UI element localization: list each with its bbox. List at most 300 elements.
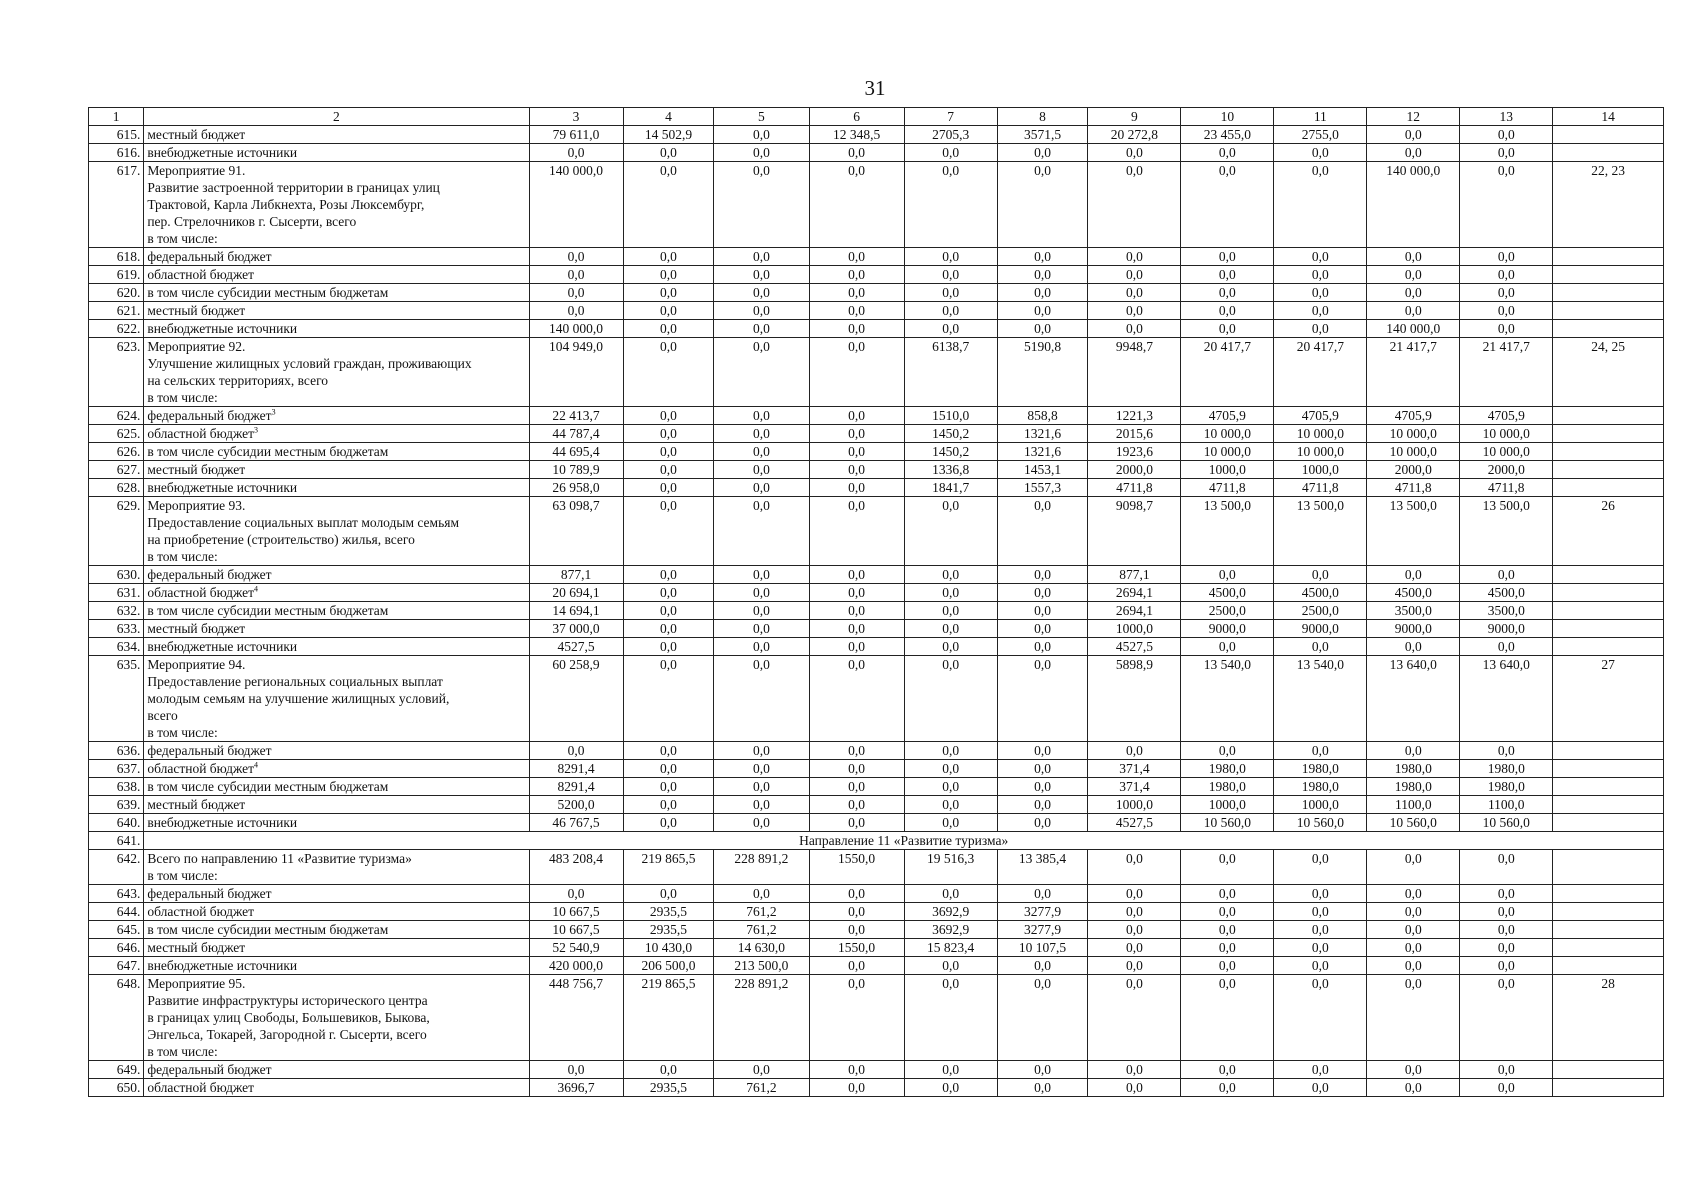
value-cell: 10 000,0	[1181, 425, 1274, 443]
value-cell: 10 107,5	[997, 939, 1088, 957]
description-line	[147, 992, 525, 1009]
value-cell: 1336,8	[904, 461, 997, 479]
value-cell: 13 500,0	[1181, 497, 1274, 566]
description-text: федеральный бюджет	[147, 743, 272, 758]
value-cell: 0,0	[623, 742, 714, 760]
value-cell: 0,0	[997, 885, 1088, 903]
table-row	[89, 144, 1664, 162]
table-row	[89, 461, 1664, 479]
value-cell: 0,0	[997, 162, 1088, 248]
value-cell: 0,0	[904, 566, 997, 584]
table-row	[89, 1079, 1664, 1097]
value-cell: 0,0	[714, 742, 809, 760]
description-line	[147, 1026, 525, 1043]
value-cell: 0,0	[809, 957, 904, 975]
row-description	[144, 162, 529, 248]
value-cell: 3696,7	[529, 1079, 623, 1097]
value-cell: 4500,0	[1460, 584, 1553, 602]
value-cell: 0,0	[1181, 284, 1274, 302]
value-cell: 0,0	[1274, 850, 1367, 885]
column-header: 13	[1460, 108, 1553, 126]
column-header-row	[89, 108, 1664, 126]
value-cell: 1100,0	[1367, 796, 1460, 814]
value-cell: 0,0	[714, 443, 809, 461]
value-cell: 0,0	[809, 620, 904, 638]
value-cell: 14 630,0	[714, 939, 809, 957]
value-cell: 2015,6	[1088, 425, 1181, 443]
value-cell: 0,0	[1181, 975, 1274, 1061]
value-cell: 1980,0	[1181, 778, 1274, 796]
table-row	[89, 921, 1664, 939]
value-cell: 0,0	[623, 162, 714, 248]
value-cell: 0,0	[997, 284, 1088, 302]
table-row	[89, 248, 1664, 266]
value-cell: 4527,5	[1088, 814, 1181, 832]
description-line	[147, 638, 525, 655]
value-cell: 0,0	[714, 320, 809, 338]
value-cell: 0,0	[1367, 921, 1460, 939]
description-line	[147, 1061, 525, 1078]
value-cell: 0,0	[623, 302, 714, 320]
value-cell: 0,0	[809, 1061, 904, 1079]
value-cell: 0,0	[529, 885, 623, 903]
value-cell: 0,0	[714, 302, 809, 320]
table-row	[89, 850, 1664, 885]
description-line	[147, 284, 525, 301]
value-cell: 0,0	[1088, 939, 1181, 957]
value-cell: 371,4	[1088, 760, 1181, 778]
value-cell: 0,0	[809, 407, 904, 425]
value-cell: 0,0	[1460, 320, 1553, 338]
value-cell: 219 865,5	[623, 850, 714, 885]
value-cell: 2694,1	[1088, 584, 1181, 602]
value-cell: 4711,8	[1181, 479, 1274, 497]
value-cell: 140 000,0	[1367, 162, 1460, 248]
value-cell: 0,0	[623, 1061, 714, 1079]
value-cell: 0,0	[1274, 266, 1367, 284]
value-cell: 0,0	[1181, 266, 1274, 284]
value-cell: 0,0	[1088, 284, 1181, 302]
value-cell: 0,0	[1460, 144, 1553, 162]
description-line	[147, 690, 525, 707]
value-cell: 0,0	[1274, 885, 1367, 903]
value-cell: 1450,2	[904, 425, 997, 443]
value-cell: 2935,5	[623, 903, 714, 921]
value-cell: 0,0	[623, 425, 714, 443]
row-description	[144, 584, 529, 602]
value-cell: 10 000,0	[1460, 425, 1553, 443]
column-header: 4	[623, 108, 714, 126]
row-number: 650.	[89, 1079, 144, 1097]
value-cell: 4500,0	[1181, 584, 1274, 602]
description-line	[147, 939, 525, 956]
value-cell: 20 417,7	[1274, 338, 1367, 407]
value-cell: 0,0	[1367, 284, 1460, 302]
value-cell: 0,0	[1460, 885, 1553, 903]
value-cell: 0,0	[1088, 742, 1181, 760]
description-line	[147, 179, 525, 196]
table-row	[89, 407, 1664, 425]
description-text: внебюджетные источники	[147, 958, 298, 973]
description-text: на сельских территориях, всего	[147, 373, 329, 388]
value-cell: 0,0	[997, 814, 1088, 832]
value-cell: 9948,7	[1088, 338, 1181, 407]
value-cell: 44 787,4	[529, 425, 623, 443]
description-line	[147, 957, 525, 974]
value-cell: 1980,0	[1367, 778, 1460, 796]
description-line	[147, 903, 525, 920]
target-indicator-cell	[1553, 443, 1664, 461]
value-cell: 0,0	[623, 796, 714, 814]
value-cell: 0,0	[714, 162, 809, 248]
target-indicator-cell	[1553, 584, 1664, 602]
row-description	[144, 921, 529, 939]
value-cell: 4500,0	[1274, 584, 1367, 602]
value-cell: 0,0	[904, 778, 997, 796]
description-text: в том числе субсидии местным бюджетам	[147, 603, 389, 618]
value-cell: 6138,7	[904, 338, 997, 407]
row-description	[144, 126, 529, 144]
value-cell: 3277,9	[997, 903, 1088, 921]
row-description	[144, 778, 529, 796]
row-number: 640.	[89, 814, 144, 832]
value-cell: 2000,0	[1367, 461, 1460, 479]
row-number: 644.	[89, 903, 144, 921]
value-cell: 13 540,0	[1274, 656, 1367, 742]
row-number: 629.	[89, 497, 144, 566]
value-cell: 1321,6	[997, 425, 1088, 443]
value-cell: 0,0	[997, 975, 1088, 1061]
value-cell: 0,0	[1460, 126, 1553, 144]
value-cell: 0,0	[1367, 939, 1460, 957]
table-row	[89, 656, 1664, 742]
value-cell: 0,0	[904, 497, 997, 566]
value-cell: 0,0	[997, 1079, 1088, 1097]
description-text: областной бюджет	[147, 1080, 254, 1095]
row-description	[144, 144, 529, 162]
value-cell: 8291,4	[529, 760, 623, 778]
description-text: федеральный бюджет	[147, 567, 272, 582]
value-cell: 4711,8	[1274, 479, 1367, 497]
value-cell: 3692,9	[904, 921, 997, 939]
value-cell: 0,0	[623, 760, 714, 778]
value-cell: 858,8	[997, 407, 1088, 425]
description-line	[147, 1009, 525, 1026]
row-number: 621.	[89, 302, 144, 320]
row-description	[144, 742, 529, 760]
target-indicator-cell	[1553, 266, 1664, 284]
target-indicator-cell	[1553, 425, 1664, 443]
description-text: внебюджетные источники	[147, 321, 298, 336]
target-indicator-cell	[1553, 302, 1664, 320]
value-cell: 4711,8	[1367, 479, 1460, 497]
description-line	[147, 1043, 525, 1060]
value-cell: 0,0	[1181, 939, 1274, 957]
row-description	[144, 903, 529, 921]
table-body	[89, 126, 1664, 1097]
value-cell: 420 000,0	[529, 957, 623, 975]
value-cell: 1980,0	[1460, 760, 1553, 778]
value-cell: 0,0	[809, 338, 904, 407]
description-line	[147, 144, 525, 161]
table-row	[89, 162, 1664, 248]
value-cell: 0,0	[904, 302, 997, 320]
description-text: в том числе:	[147, 549, 218, 564]
value-cell: 0,0	[623, 407, 714, 425]
value-cell: 0,0	[997, 248, 1088, 266]
column-header: 2	[144, 108, 529, 126]
value-cell: 206 500,0	[623, 957, 714, 975]
value-cell: 140 000,0	[529, 162, 623, 248]
description-line	[147, 389, 525, 406]
value-cell: 0,0	[714, 479, 809, 497]
value-cell: 0,0	[809, 497, 904, 566]
description-text: Мероприятие 93.	[147, 498, 246, 513]
value-cell: 0,0	[997, 778, 1088, 796]
value-cell: 0,0	[714, 266, 809, 284]
value-cell: 0,0	[904, 742, 997, 760]
value-cell: 9098,7	[1088, 497, 1181, 566]
description-text: в том числе:	[147, 725, 218, 740]
value-cell: 0,0	[1460, 248, 1553, 266]
value-cell: 0,0	[997, 656, 1088, 742]
value-cell: 0,0	[714, 497, 809, 566]
value-cell: 0,0	[1367, 302, 1460, 320]
value-cell: 63 098,7	[529, 497, 623, 566]
target-indicator-cell: 28	[1553, 975, 1664, 1061]
value-cell: 0,0	[904, 656, 997, 742]
value-cell: 3500,0	[1367, 602, 1460, 620]
value-cell: 2935,5	[623, 921, 714, 939]
row-description	[144, 1079, 529, 1097]
value-cell: 3500,0	[1460, 602, 1553, 620]
value-cell: 0,0	[714, 778, 809, 796]
value-cell: 0,0	[1181, 162, 1274, 248]
target-indicator-cell: 22, 23	[1553, 162, 1664, 248]
value-cell: 1557,3	[997, 479, 1088, 497]
value-cell: 0,0	[904, 760, 997, 778]
value-cell: 9000,0	[1274, 620, 1367, 638]
table-row	[89, 796, 1664, 814]
value-cell: 213 500,0	[714, 957, 809, 975]
value-cell: 10 000,0	[1367, 425, 1460, 443]
column-header: 5	[714, 108, 809, 126]
value-cell: 228 891,2	[714, 850, 809, 885]
value-cell: 0,0	[1181, 638, 1274, 656]
row-number: 643.	[89, 885, 144, 903]
value-cell: 0,0	[1274, 284, 1367, 302]
value-cell: 2000,0	[1460, 461, 1553, 479]
footnote-marker: 3	[271, 407, 276, 417]
table-row	[89, 443, 1664, 461]
description-line	[147, 885, 525, 902]
description-text: в том числе:	[147, 231, 218, 246]
value-cell: 0,0	[1088, 248, 1181, 266]
value-cell: 19 516,3	[904, 850, 997, 885]
value-cell: 0,0	[714, 584, 809, 602]
value-cell: 0,0	[1460, 284, 1553, 302]
value-cell: 0,0	[1460, 266, 1553, 284]
description-text: Улучшение жилищных условий граждан, проживающих	[147, 356, 472, 371]
description-text: Развитие застроенной территории в границах улиц	[147, 180, 440, 195]
target-indicator-cell	[1553, 566, 1664, 584]
description-text: всего	[147, 708, 178, 723]
value-cell: 0,0	[1088, 921, 1181, 939]
row-number: 617.	[89, 162, 144, 248]
description-line	[147, 479, 525, 496]
description-line	[147, 778, 525, 795]
value-cell: 0,0	[1088, 957, 1181, 975]
value-cell: 46 767,5	[529, 814, 623, 832]
value-cell: 0,0	[904, 814, 997, 832]
value-cell: 0,0	[1274, 302, 1367, 320]
description-text: пер. Стрелочников г. Сысерти, всего	[147, 214, 357, 229]
value-cell: 483 208,4	[529, 850, 623, 885]
description-text: в том числе:	[147, 1044, 218, 1059]
value-cell: 0,0	[1088, 975, 1181, 1061]
value-cell: 0,0	[1367, 1061, 1460, 1079]
value-cell: 0,0	[809, 638, 904, 656]
row-description	[144, 497, 529, 566]
value-cell: 0,0	[809, 742, 904, 760]
description-text: Трактовой, Карла Либкнехта, Розы Люксембург,	[147, 197, 425, 212]
description-line	[147, 320, 525, 337]
table-row	[89, 320, 1664, 338]
target-indicator-cell	[1553, 1079, 1664, 1097]
column-header: 10	[1181, 108, 1274, 126]
description-text: Мероприятие 94.	[147, 657, 246, 672]
table-row	[89, 620, 1664, 638]
description-text: местный бюджет	[147, 127, 246, 142]
target-indicator-cell	[1553, 407, 1664, 425]
description-text: в границах улиц Свободы, Большевиков, Быкова,	[147, 1010, 430, 1025]
target-indicator-cell	[1553, 248, 1664, 266]
value-cell: 26 958,0	[529, 479, 623, 497]
row-description	[144, 338, 529, 407]
value-cell: 13 640,0	[1460, 656, 1553, 742]
table-row	[89, 584, 1664, 602]
description-line	[147, 302, 525, 319]
value-cell: 5190,8	[997, 338, 1088, 407]
page-number: 31	[864, 76, 886, 100]
description-line	[147, 355, 525, 372]
value-cell: 2500,0	[1274, 602, 1367, 620]
row-description	[144, 885, 529, 903]
value-cell: 104 949,0	[529, 338, 623, 407]
value-cell: 1453,1	[997, 461, 1088, 479]
description-text: федеральный бюджет	[147, 249, 272, 264]
value-cell: 0,0	[809, 1079, 904, 1097]
target-indicator-cell	[1553, 1061, 1664, 1079]
value-cell: 0,0	[1274, 1079, 1367, 1097]
table-row	[89, 479, 1664, 497]
value-cell: 448 756,7	[529, 975, 623, 1061]
table-row	[89, 975, 1664, 1061]
value-cell: 0,0	[623, 656, 714, 742]
target-indicator-cell	[1553, 602, 1664, 620]
row-number: 622.	[89, 320, 144, 338]
description-line	[147, 248, 525, 265]
value-cell: 10 789,9	[529, 461, 623, 479]
value-cell: 4705,9	[1460, 407, 1553, 425]
description-line	[147, 707, 525, 724]
table-row	[89, 1061, 1664, 1079]
description-text: Предоставление социальных выплат молодым семьям	[147, 515, 459, 530]
row-description	[144, 566, 529, 584]
value-cell: 1980,0	[1367, 760, 1460, 778]
row-number: 628.	[89, 479, 144, 497]
row-number: 646.	[89, 939, 144, 957]
value-cell: 0,0	[1367, 1079, 1460, 1097]
value-cell: 0,0	[529, 742, 623, 760]
target-indicator-cell	[1553, 742, 1664, 760]
value-cell: 0,0	[1460, 1061, 1553, 1079]
value-cell: 0,0	[904, 144, 997, 162]
value-cell: 0,0	[1181, 903, 1274, 921]
value-cell: 0,0	[623, 144, 714, 162]
value-cell: 0,0	[1367, 248, 1460, 266]
value-cell: 0,0	[1367, 957, 1460, 975]
value-cell: 0,0	[997, 742, 1088, 760]
section-title: Направление 11 «Развитие туризма»	[144, 832, 1664, 850]
description-text: областной бюджет	[147, 904, 254, 919]
target-indicator-cell: 24, 25	[1553, 338, 1664, 407]
table-row	[89, 338, 1664, 407]
description-text: в том числе субсидии местным бюджетам	[147, 922, 389, 937]
value-cell: 5200,0	[529, 796, 623, 814]
description-line	[147, 338, 525, 355]
description-line	[147, 196, 525, 213]
value-cell: 14 502,9	[623, 126, 714, 144]
value-cell: 4711,8	[1460, 479, 1553, 497]
table-row	[89, 302, 1664, 320]
value-cell: 0,0	[1088, 266, 1181, 284]
value-cell: 0,0	[809, 814, 904, 832]
value-cell: 0,0	[714, 248, 809, 266]
value-cell: 0,0	[1274, 638, 1367, 656]
value-cell: 0,0	[623, 248, 714, 266]
value-cell: 0,0	[997, 638, 1088, 656]
value-cell: 0,0	[904, 620, 997, 638]
value-cell: 0,0	[809, 796, 904, 814]
value-cell: 2000,0	[1088, 461, 1181, 479]
value-cell: 9000,0	[1460, 620, 1553, 638]
value-cell: 0,0	[1181, 144, 1274, 162]
value-cell: 3571,5	[997, 126, 1088, 144]
value-cell: 0,0	[1181, 1061, 1274, 1079]
row-description	[144, 461, 529, 479]
value-cell: 0,0	[1088, 850, 1181, 885]
value-cell: 761,2	[714, 921, 809, 939]
description-line	[147, 867, 525, 884]
description-text: в том числе субсидии местным бюджетам	[147, 779, 389, 794]
value-cell: 0,0	[904, 638, 997, 656]
value-cell: 10 560,0	[1460, 814, 1553, 832]
target-indicator-cell	[1553, 638, 1664, 656]
description-text: молодым семьям на улучшение жилищных условий,	[147, 691, 450, 706]
value-cell: 0,0	[714, 566, 809, 584]
column-header: 1	[89, 108, 144, 126]
value-cell: 0,0	[809, 584, 904, 602]
description-line	[147, 760, 525, 777]
value-cell: 0,0	[623, 320, 714, 338]
description-line	[147, 814, 525, 831]
row-description	[144, 479, 529, 497]
table-row	[89, 760, 1664, 778]
value-cell: 140 000,0	[529, 320, 623, 338]
value-cell: 0,0	[1088, 144, 1181, 162]
value-cell: 0,0	[1181, 248, 1274, 266]
